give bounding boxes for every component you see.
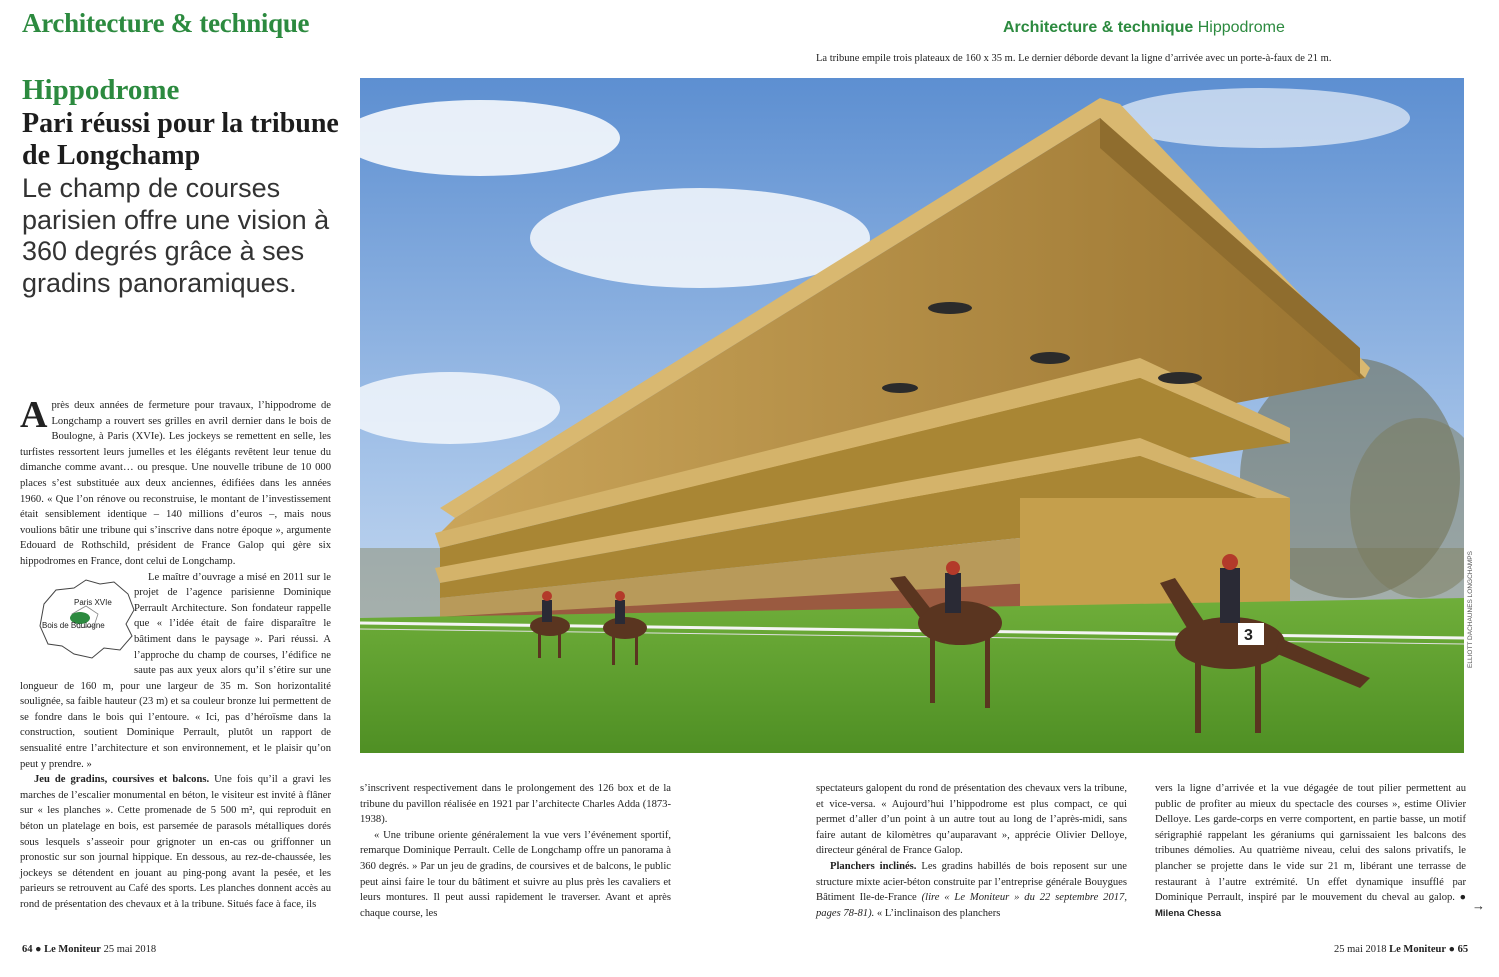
magazine-name: Le Moniteur — [1389, 944, 1446, 955]
paragraph — [20, 394, 331, 570]
headline: Pari réussi pour la tribune de Longchamp — [22, 108, 339, 171]
running-header — [1003, 19, 1285, 37]
page-number: 64 — [22, 944, 33, 955]
magazine-name: Le Moniteur — [44, 944, 101, 955]
photo-caption: La tribune empile trois plateaux de 160 x 35 m. Le dernier déborde devant la ligne d’arrivée avec un porte-à-faux de 21 m. — [816, 53, 1332, 64]
paragraph — [1155, 781, 1466, 921]
photo-credit: ELLIOTT DACHAUNES LONGCHAMPS — [1467, 551, 1474, 668]
folio-left: 64 ● Le Moniteur 25 mai 2018 — [22, 944, 157, 955]
paragraph: s’inscrivent respectivement dans le prolongement des 126 box et de la tribune du pavillon réalisée en 1921 par l’architecte Charles Adda (1873-1938). — [360, 783, 671, 826]
folio-right: 25 mai 2018 Le Moniteur ● 65 — [1334, 944, 1469, 955]
paragraph-text: Les gradins habillés de bois reposent sur une structure mixte acier-béton construite par l’entreprise générale Bouygues Bâtiment Ile-de-France — [816, 860, 1127, 904]
paragraph — [20, 772, 331, 912]
page-number: 65 — [1457, 944, 1469, 955]
location-map — [20, 574, 128, 662]
drop-cap: A — [20, 394, 48, 436]
paragraph — [816, 859, 1127, 921]
section-rubric: Architecture & technique — [22, 8, 310, 38]
end-mark: ● — [1459, 892, 1466, 904]
paragraph-text: Le maître d’ouvrage a misé en 2011 sur le projet de l’agence parisienne Dominique Perrault Architecture. Son fondateur rappelle que « l’idée était de faire disparaître le bâtiment dans le paysage ». Pari réussi. A l’approche du champ de courses, l’édifice ne saute pas aux yeux alors qu’il s’étire sur une longueur de 160 m, pour une largeur de 35 m. Son horizontalité soulignée, sa faible hauteur (23 m) et sa couleur bronze lui permettent de se fondre dans le bois qui l’entoure. « Ici, pas d’héroïsme dans la construction, soutient Dominique Perrault, plutôt un rapport de sensualité entre l’architecture et son environnement, et le plaisir qu’on peut y prendre. » — [20, 571, 331, 770]
paragraph: spectateurs galopent du rond de présentation des chevaux vers la tribune, et vice-versa. « Aujourd’hui l’hippodrome est plus compact, ce qui permet d’aller d’un point à un autre tout au long de l’après-midi, sans faire autant de kilomètres qu’auparavant », apprécie Olivier Delloye, directeur général de France Galop. — [816, 783, 1127, 857]
issue-date: 25 mai 2018 — [1334, 944, 1387, 955]
article-column-3 — [816, 781, 1127, 921]
svg-text:3: 3 — [1244, 627, 1253, 644]
article-column-4 — [1155, 781, 1466, 921]
paragraph-text: Une fois qu’il a gravi les marches de l’escalier monumental en béton, le visiteur est invité à flâner sur « les planches ». Cette promenade de 5 500 m², qui reproduit en béton un platelage en bois, est parsemée de parasols métalliques dorés sous lesquels s’asseoir pour grignoter un en-cas ou griffonner un pronostic sur son journal hippique. En dessous, au rez-de-chaussée, les jockeys se détendent en jouant au ping-pong avant la pesée, et les parieurs se retrouvent au Café des sports. Les planches donnent accès au rond de présentation des chevaux et à la tribune. Situés face à face, ils — [20, 774, 331, 910]
longchamp-grandstand-image — [360, 78, 1464, 753]
article-column-1 — [20, 394, 331, 913]
article-column-2 — [360, 781, 671, 921]
standfirst: Le champ de courses parisien offre une vision à 360 degrés grâce à ses gradins panoramiques. — [22, 173, 330, 298]
svg-text:Bois de Boulogne: Bois de Boulogne — [42, 620, 105, 630]
svg-text:Paris XVIe: Paris XVIe — [74, 597, 112, 607]
kicker: Hippodrome — [22, 74, 180, 106]
subheading: Jeu de gradins, coursives et balcons. — [34, 774, 210, 786]
continue-arrow-icon: → — [1472, 898, 1485, 913]
grandstand-photo — [360, 78, 1464, 753]
ile-de-france-map-icon — [34, 574, 142, 662]
reference-note: (lire « Le Moniteur » du 22 septembre 2017, pages 78-81). — [816, 892, 1127, 919]
author-signature: Milena Chessa — [1155, 907, 1221, 919]
subheading: Planchers inclinés. — [830, 860, 917, 872]
paragraph: « Une tribune oriente généralement la vue vers l’événement sportif, remarque Dominique Perrault. Celle de Longchamp offre un panorama à 360 degrés. » Par un jeu de gradins, de coursives et de balcons, le public peut ainsi faire le tour du bâtiment et suivre au plus près les cavaliers et leurs montures. Il peut aussi rapidement le traverser. Avant et après chaque course, les — [360, 829, 671, 919]
issue-date: 25 mai 2018 — [103, 944, 157, 955]
running-header-topic: Hippodrome — [1197, 19, 1285, 36]
paragraph-text: « L’inclinaison des planchers — [876, 907, 1001, 919]
running-header-section: Architecture & technique — [1003, 19, 1194, 36]
paragraph-text: vers la ligne d’arrivée et la vue dégagée de tout pilier permettent au public de profiter au mieux du spectacle des courses », estime Olivier Delloye. Les garde-corps en verre comportent, en partie basse, un motif sérigraphié rappelant les géraniums qui garnissaient les balcons des tribunes démolies. Au quatrième niveau, celui des salons privatifs, le plancher se projette dans le vide sur 21 m, libérant une terrasse de restaurant à l’autre extrémité. Un effet dynamique insufflé par Dominique Perrault, inspiré par le mouvement du cheval au galop. — [1155, 783, 1466, 904]
paragraph-text: près deux années de fermeture pour travaux, l’hippodrome de Longchamp a rouvert ses grilles en avril dernier dans le bois de Boulogne, à Paris (XVIe). Les jockeys se remettent en selle, les turfistes ressortent leurs jumelles et les élégants revêtent leur tenue du dimanche comme avant… ou presque. Une nouvelle tribune de 10 000 places s’est substituée aux deux anciennes, édifiées dans les années 1960. « Que l’on rénove ou reconstruise, le montant de l’investissement était sensiblement identique – 140 millions d’euros –, mais nous voulions bâtir une tribune qui s’inscrive dans notre époque », argumente Edouard de Rothschild, président de France Galop qui gère six hippodromes en France, dont celui de Longchamp. — [20, 400, 331, 567]
paragraph — [20, 570, 331, 773]
